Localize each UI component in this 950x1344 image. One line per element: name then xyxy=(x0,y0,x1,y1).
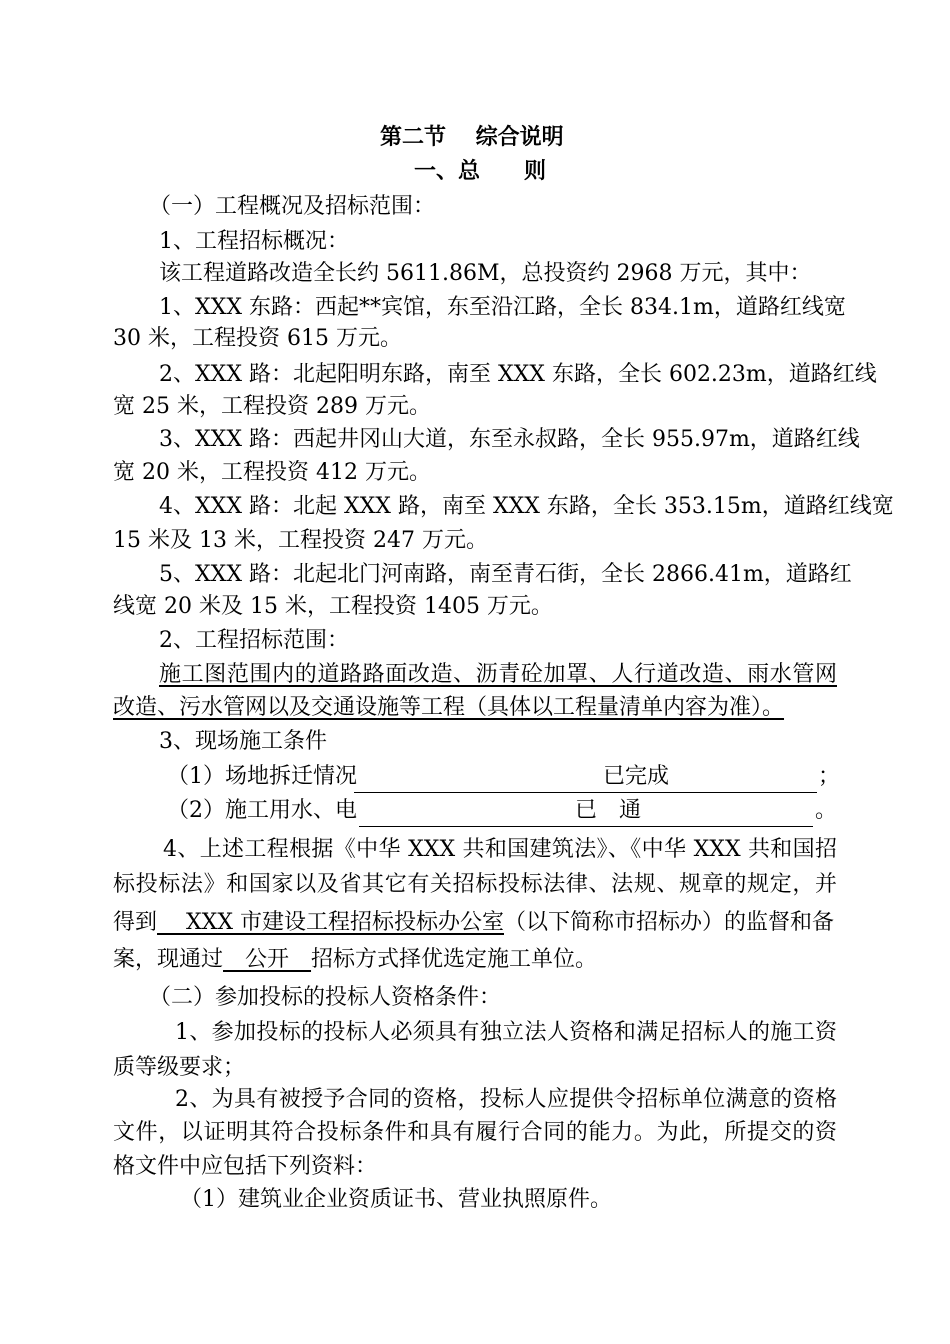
condition-2-value: 已 通 xyxy=(575,798,642,823)
law-line-3-suffix: （以下简称市招标办）的监督和备 xyxy=(504,910,835,935)
qualification-2-line-2: 文件，以证明其符合投标条件和具有履行合同的能力。为此，所提交的资 xyxy=(113,1120,837,1145)
law-line-4-prefix: 案，现通过 xyxy=(113,947,224,972)
law-line-2: 标投标法》和国家以及省其它有关招标投标法律、法规、规章的规定，并 xyxy=(113,872,837,897)
qualification-1-line-2: 质等级要求； xyxy=(113,1055,246,1080)
condition-2-blank xyxy=(359,796,813,827)
subheading-bid-scope: 2、工程招标范围： xyxy=(159,628,349,653)
section-title: 第二节 综合说明 xyxy=(380,124,564,150)
section-heading-qualifications: （二）参加投标的投标人资格条件： xyxy=(149,985,502,1010)
law-line-3 xyxy=(113,908,834,938)
road-3-line-1: 3、XXX 路：西起井冈山大道，东至永叔路，全长 955.97m，道路红线 xyxy=(159,427,860,452)
scope-line-1: 施工图范围内的道路路面改造、沥青砼加罩、人行道改造、雨水管网 xyxy=(159,662,837,687)
road-2-line-2: 宽 25 米，工程投资 289 万元。 xyxy=(113,394,431,419)
qualification-1-line-1: 1、参加投标的投标人必须具有独立法人资格和满足招标人的施工资 xyxy=(175,1020,837,1045)
road-3-line-2: 宽 20 米，工程投资 412 万元。 xyxy=(113,460,431,485)
supervising-office: XXX 市建设工程招标投标办公室 xyxy=(157,910,504,935)
bid-method: 公开 xyxy=(223,947,312,972)
condition-2-end: 。 xyxy=(815,798,838,823)
road-1-line-1: 1、XXX 东路：西起**宾馆，东至沿江路，全长 834.1m，道路红线宽 xyxy=(159,295,846,320)
condition-2-label: （2）施工用水、电 xyxy=(167,798,357,823)
law-line-4 xyxy=(113,945,597,975)
qualification-2-line-3: 格文件中应包括下列资料： xyxy=(113,1154,378,1179)
section-heading-project-overview: （一）工程概况及招标范围： xyxy=(149,194,436,219)
road-1-line-2: 30 米，工程投资 615 万元。 xyxy=(113,326,402,351)
condition-1-blank xyxy=(354,762,817,793)
subheading-bid-overview: 1、工程招标概况： xyxy=(159,229,349,254)
law-line-4-suffix: 招标方式择优选定施工单位。 xyxy=(311,947,598,972)
road-2-line-1: 2、XXX 路：北起阳明东路，南至 XXX 东路，全长 602.23m，道路红线 xyxy=(159,362,877,387)
overview-paragraph: 该工程道路改造全长约 5611.86M，总投资约 2968 万元，其中： xyxy=(159,261,812,286)
qualification-2-line-1: 2、为具有被授予合同的资格，投标人应提供令招标单位满意的资格 xyxy=(175,1087,837,1112)
subheading-site-conditions: 3、现场施工条件 xyxy=(159,729,327,754)
road-4-line-2: 15 米及 13 米，工程投资 247 万元。 xyxy=(113,528,488,553)
scope-line-2: 改造、污水管网以及交通设施等工程（具体以工程量清单内容为准）。 xyxy=(113,695,785,720)
road-5-line-1: 5、XXX 路：北起北门河南路，南至青石街，全长 2866.41m，道路红 xyxy=(159,562,852,587)
condition-1-label: （1）场地拆迁情况 xyxy=(167,764,357,789)
qualification-2-item-1: （1）建筑业企业资质证书、营业执照原件。 xyxy=(180,1187,612,1212)
road-4-line-1: 4、XXX 路：北起 XXX 路，南至 XXX 东路，全长 353.15m，道路红线宽 xyxy=(159,494,894,519)
condition-1-end: ； xyxy=(818,764,841,789)
law-line-1: 4、上述工程根据《中华 XXX 共和国建筑法》、《中华 XXX 共和国招 xyxy=(163,837,837,862)
condition-1-value: 已完成 xyxy=(603,764,670,789)
law-line-3-prefix: 得到 xyxy=(113,910,158,935)
road-5-line-2: 线宽 20 米及 15 米，工程投资 1405 万元。 xyxy=(113,594,553,619)
chapter-title: 一、总 则 xyxy=(414,158,547,184)
